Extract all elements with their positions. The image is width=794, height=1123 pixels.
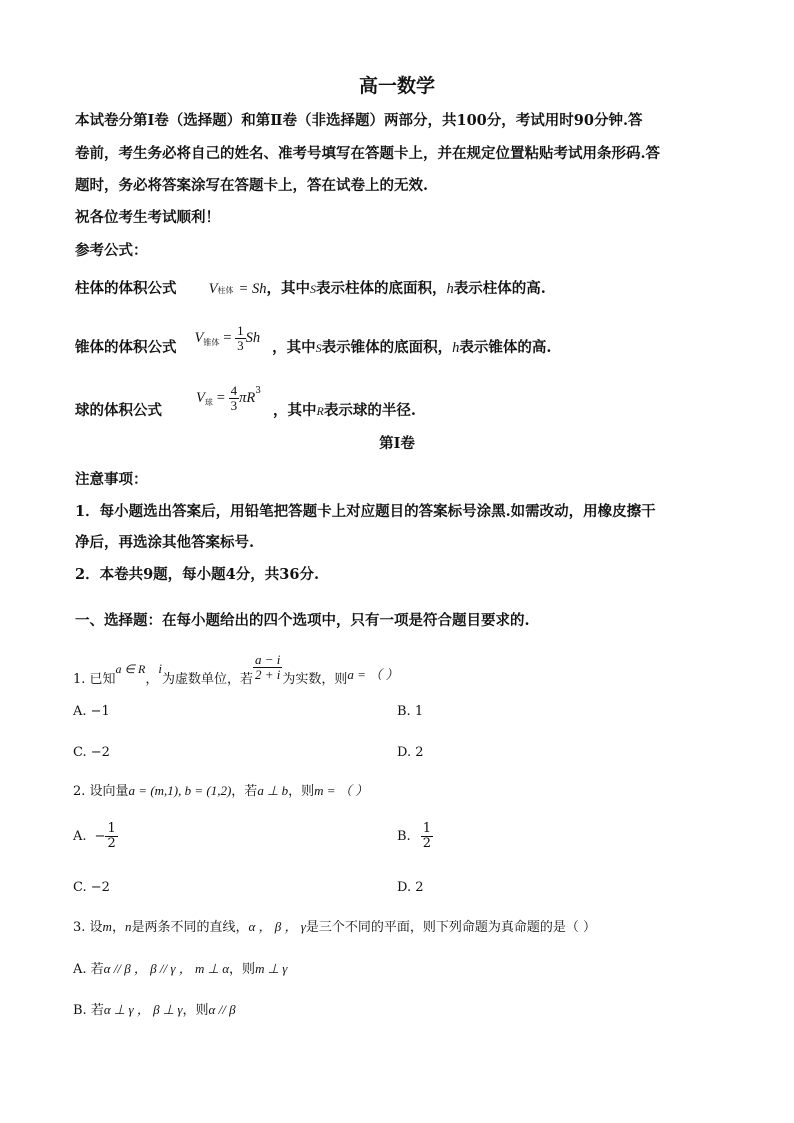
q1-prefix: 1. 已知	[73, 671, 116, 687]
q3-a-then: ，则	[229, 962, 256, 977]
formulas-heading: 参考公式：	[75, 242, 148, 259]
prism-post: 表示柱体的高.	[453, 280, 546, 297]
cone-rhs: Sh	[245, 329, 261, 346]
question-2	[73, 780, 368, 799]
q2-a-fraction	[105, 822, 117, 850]
q2-b-label: B.	[397, 828, 411, 844]
intro-wish: 祝各位考生考试顺利！	[75, 209, 220, 226]
q1-mid2: 为虚数单位，若	[161, 671, 253, 687]
note-2: 2．本卷共9题，每小题4分，共36分.	[75, 566, 319, 583]
cone-mid: 表示锥体的底面积，	[321, 338, 453, 356]
q2-end: ，则	[288, 784, 315, 799]
q1-den: 2 + i	[255, 666, 281, 682]
prism-label: 柱体的体积公式	[75, 280, 177, 297]
q3-a-label: A. 若	[73, 962, 104, 977]
q3-m: m	[102, 919, 112, 934]
sphere-post: 表示球的半径.	[323, 401, 416, 419]
prism-rhs: = Sh	[238, 281, 267, 297]
q3-n: n	[124, 919, 132, 934]
cone-post: 表示锥体的高.	[459, 338, 552, 356]
q3-b-label: B. 若	[73, 1003, 104, 1018]
q3-stem: 3. 设	[73, 920, 103, 935]
prism-sub: 柱体	[217, 286, 234, 295]
q1-num: a − i	[255, 651, 281, 667]
q2-option-c[interactable]: C. −2	[73, 880, 110, 895]
question-3	[73, 916, 596, 935]
sphere-num: 4	[230, 382, 238, 398]
q2-mid: ，若	[231, 784, 258, 799]
question-1	[73, 645, 398, 689]
q2-a-sign: −	[94, 828, 106, 844]
q1-ask: a = （ ）	[347, 666, 399, 682]
cone-num: 1	[237, 322, 244, 338]
q1-mid3: 为实数，则	[282, 671, 348, 687]
sphere-V: V	[196, 389, 205, 406]
sphere-var1: R	[316, 403, 324, 418]
sphere-den: 3	[230, 397, 238, 413]
prism-var1: S	[309, 282, 316, 296]
q2-prefix: 2. 设向量	[73, 784, 129, 799]
q3-b-then: ，则	[182, 1003, 209, 1018]
cone-formula	[75, 314, 551, 362]
prism-var2: h	[446, 281, 454, 297]
sphere-formula	[75, 372, 416, 424]
notes-heading: 注意事项：	[75, 471, 148, 488]
section-title: 第Ⅰ卷	[379, 435, 415, 452]
cone-var2: h	[452, 339, 460, 356]
q2-b-fraction	[421, 822, 433, 850]
sphere-label: 球的体积公式	[75, 401, 162, 419]
intro-line-2: 卷前，考生务必将自己的姓名、准考号填写在答题卡上，并在规定位置粘贴考试用条形码.答	[75, 145, 661, 162]
q2-a-den: 2	[107, 835, 116, 851]
q1-option-b[interactable]: B. 1	[397, 704, 424, 719]
q3-option-a[interactable]	[73, 958, 287, 977]
q3-sep1: ，	[111, 920, 125, 935]
q3-b-body: α ⊥ γ ， β ⊥ γ	[103, 1002, 183, 1017]
q2-option-a[interactable]	[73, 822, 118, 850]
q2-b-den: 2	[422, 835, 431, 851]
q3-a-concl: m ⊥ γ	[255, 961, 288, 976]
q3-mid2: 是三个不同的平面，则下列命题为真命题的是（ ）	[305, 920, 597, 935]
q1-mid1: ，	[145, 671, 159, 687]
q3-b-concl: α // β	[208, 1002, 236, 1017]
note-1a: 1．每小题选出答案后，用铅笔把答题卡上对应题目的答案标号涂黑.如需改动，用橡皮擦干	[75, 503, 656, 520]
cone-eq: =	[222, 329, 233, 346]
cone-pre: ，其中	[272, 338, 316, 356]
q3-option-b[interactable]	[73, 999, 236, 1018]
cone-var1: S	[315, 340, 322, 355]
q2-option-b[interactable]	[397, 822, 433, 850]
intro-line-3: 题时，务必将答案涂写在答题卡上，答在试卷上的无效.	[75, 177, 429, 194]
cone-den: 3	[237, 337, 244, 353]
q2-ask: m = （ ）	[314, 783, 369, 798]
q2-vec: a = (m,1), b = (1,2)	[128, 783, 232, 798]
cone-label: 锥体的体积公式	[75, 338, 177, 356]
q2-a-label: A.	[73, 828, 87, 844]
part-heading: 一、选择题：在每小题给出的四个选项中，只有一项是符合题目要求的.	[75, 612, 530, 629]
q2-a-num: 1	[107, 821, 116, 836]
note-1b: 净后，再选涂其他答案标号.	[75, 534, 255, 551]
intro-line-1: 本试卷分第Ⅰ卷（选择题）和第Ⅱ卷（非选择题）两部分，共100分，考试用时90分钟.答	[75, 112, 643, 129]
cone-fraction	[235, 324, 246, 352]
prism-formula	[75, 277, 546, 298]
cone-V: V	[194, 329, 204, 346]
sphere-exp: 3	[255, 386, 262, 396]
q1-cond: a ∈ R	[115, 661, 146, 676]
q1-i: i	[158, 661, 162, 676]
q3-planes: α ， β ， γ	[248, 919, 306, 934]
q3-mid1: 是两条不同的直线，	[131, 920, 249, 935]
cone-sub: 锥体	[203, 337, 220, 347]
page-title: 高一数学	[358, 75, 435, 97]
sphere-rhs: πR	[239, 389, 256, 406]
q2-b-num: 1	[422, 821, 431, 836]
q2-option-d[interactable]: D. 2	[397, 880, 424, 895]
q1-option-a[interactable]: A. −1	[73, 704, 110, 719]
q1-option-d[interactable]: D. 2	[397, 745, 424, 760]
sphere-fraction	[229, 384, 240, 412]
sphere-eq: =	[215, 389, 226, 406]
q3-a-body: α // β ， β // γ ， m ⊥ α	[103, 961, 230, 976]
prism-mid: 表示柱体的底面积，	[315, 280, 447, 297]
prism-pre: ，其中	[266, 280, 310, 297]
q2-perp: a ⊥ b	[257, 783, 289, 798]
prism-V: V	[208, 281, 218, 297]
q1-fraction	[253, 653, 282, 681]
q1-option-c[interactable]: C. −2	[73, 745, 110, 760]
sphere-sub: 球	[204, 397, 213, 407]
sphere-pre: ，其中	[273, 401, 317, 419]
